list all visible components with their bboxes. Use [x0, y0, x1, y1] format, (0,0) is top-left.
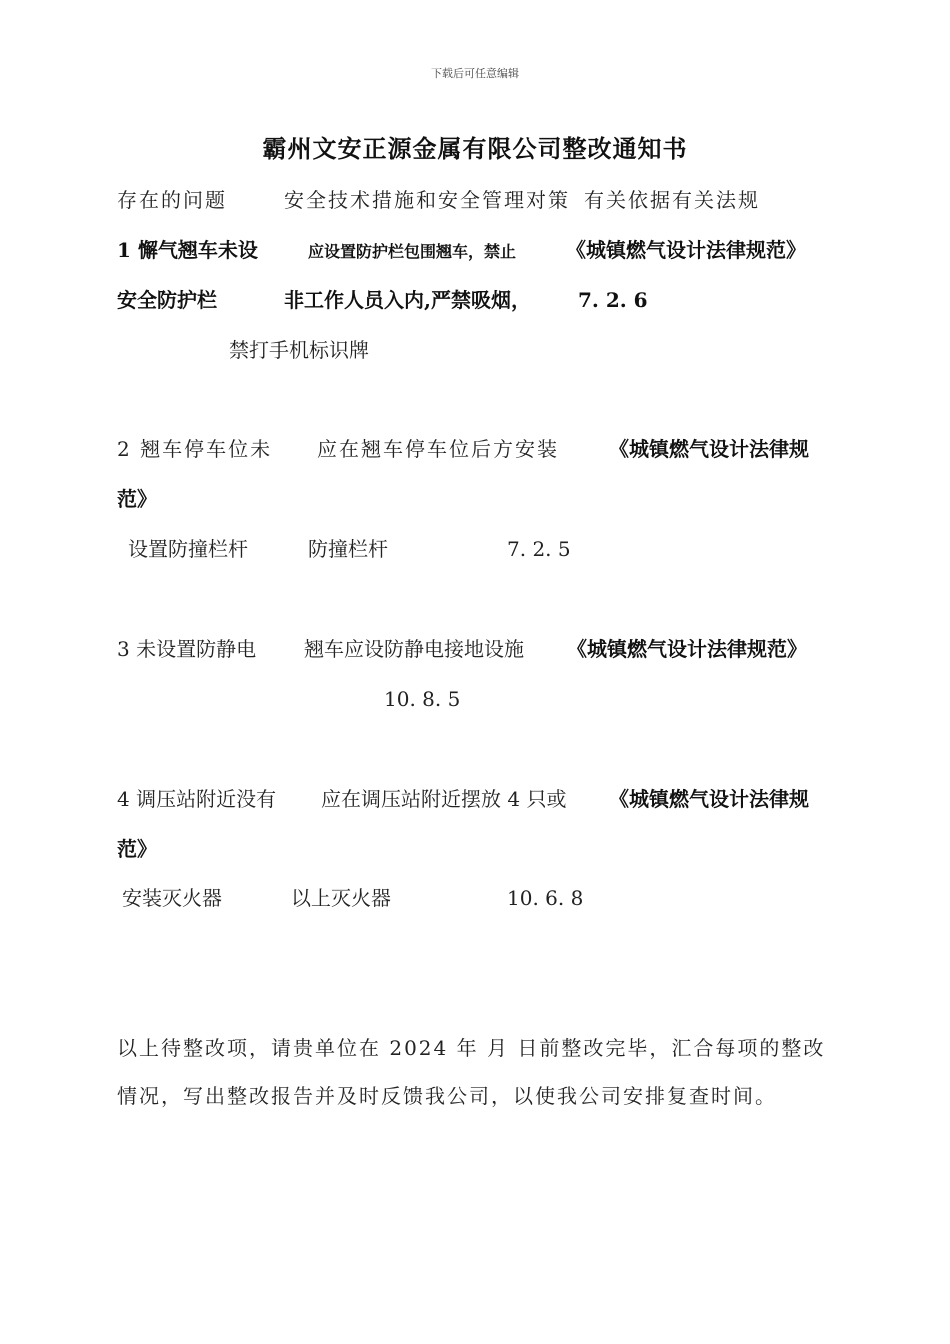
closing-line-2: 情况，写出整改报告并及时反馈我公司，以使我公司安排复查时间。	[117, 1084, 777, 1108]
item-4-clause: 10. 6. 8	[507, 886, 584, 910]
header-note: 下载后可任意编辑	[431, 67, 519, 80]
item-2-basis: 《城镇燃气设计法律规	[609, 437, 809, 461]
closing-line-1: 以上待整改项，请贵单位在 2024 年 月 日前整改完毕，汇合每项的整改	[117, 1036, 826, 1060]
item-3-problem: 3 未设置防静电	[117, 637, 257, 661]
item-3-basis: 《城镇燃气设计法律规范》	[567, 637, 807, 661]
item-4-problem: 4 调压站附近没有	[117, 787, 277, 811]
column-header-problem: 存在的问题	[117, 188, 227, 212]
item-4-measure-cont: 以上灭火器	[291, 886, 391, 910]
item-1-clause: 7. 2. 6	[578, 288, 648, 312]
item-1-basis: 《城镇燃气设计法律规范》	[566, 238, 806, 262]
column-header-basis: 有关依据有关法规	[584, 188, 760, 212]
item-2-measure-cont: 防撞栏杆	[308, 537, 388, 561]
item-4-basis: 《城镇燃气设计法律规	[609, 787, 809, 811]
item-4-measure: 应在调压站附近摆放 4 只或	[321, 787, 567, 811]
item-2-basis-cont: 范》	[117, 487, 157, 511]
item-3-clause: 10. 8. 5	[384, 687, 461, 711]
item-2-problem: 2 翘车停车位未	[117, 437, 273, 461]
page-title: 霸州文安正源金属有限公司整改通知书	[262, 134, 688, 163]
item-3-measure: 翘车应设防静电接地设施	[304, 637, 524, 661]
item-1-measure-cont2: 禁打手机标识牌	[229, 338, 369, 362]
column-header-measures: 安全技术措施和安全管理对策	[284, 188, 570, 212]
item-1-problem-cont: 安全防护栏	[117, 288, 217, 312]
item-2-problem-cont: 设置防撞栏杆	[128, 537, 248, 561]
item-4-problem-cont: 安装灭火器	[122, 886, 222, 910]
item-1-measure: 应设置防护栏包围翘车，禁止	[308, 242, 517, 261]
item-4-basis-cont: 范》	[117, 837, 157, 861]
item-2-clause: 7. 2. 5	[507, 537, 571, 561]
item-2-measure: 应在翘车停车位后方安装	[317, 437, 559, 461]
item-1-measure-cont: 非工作人员入内,严禁吸烟，	[284, 288, 531, 312]
item-1-problem: 1 懈气翘车未设	[117, 238, 258, 262]
